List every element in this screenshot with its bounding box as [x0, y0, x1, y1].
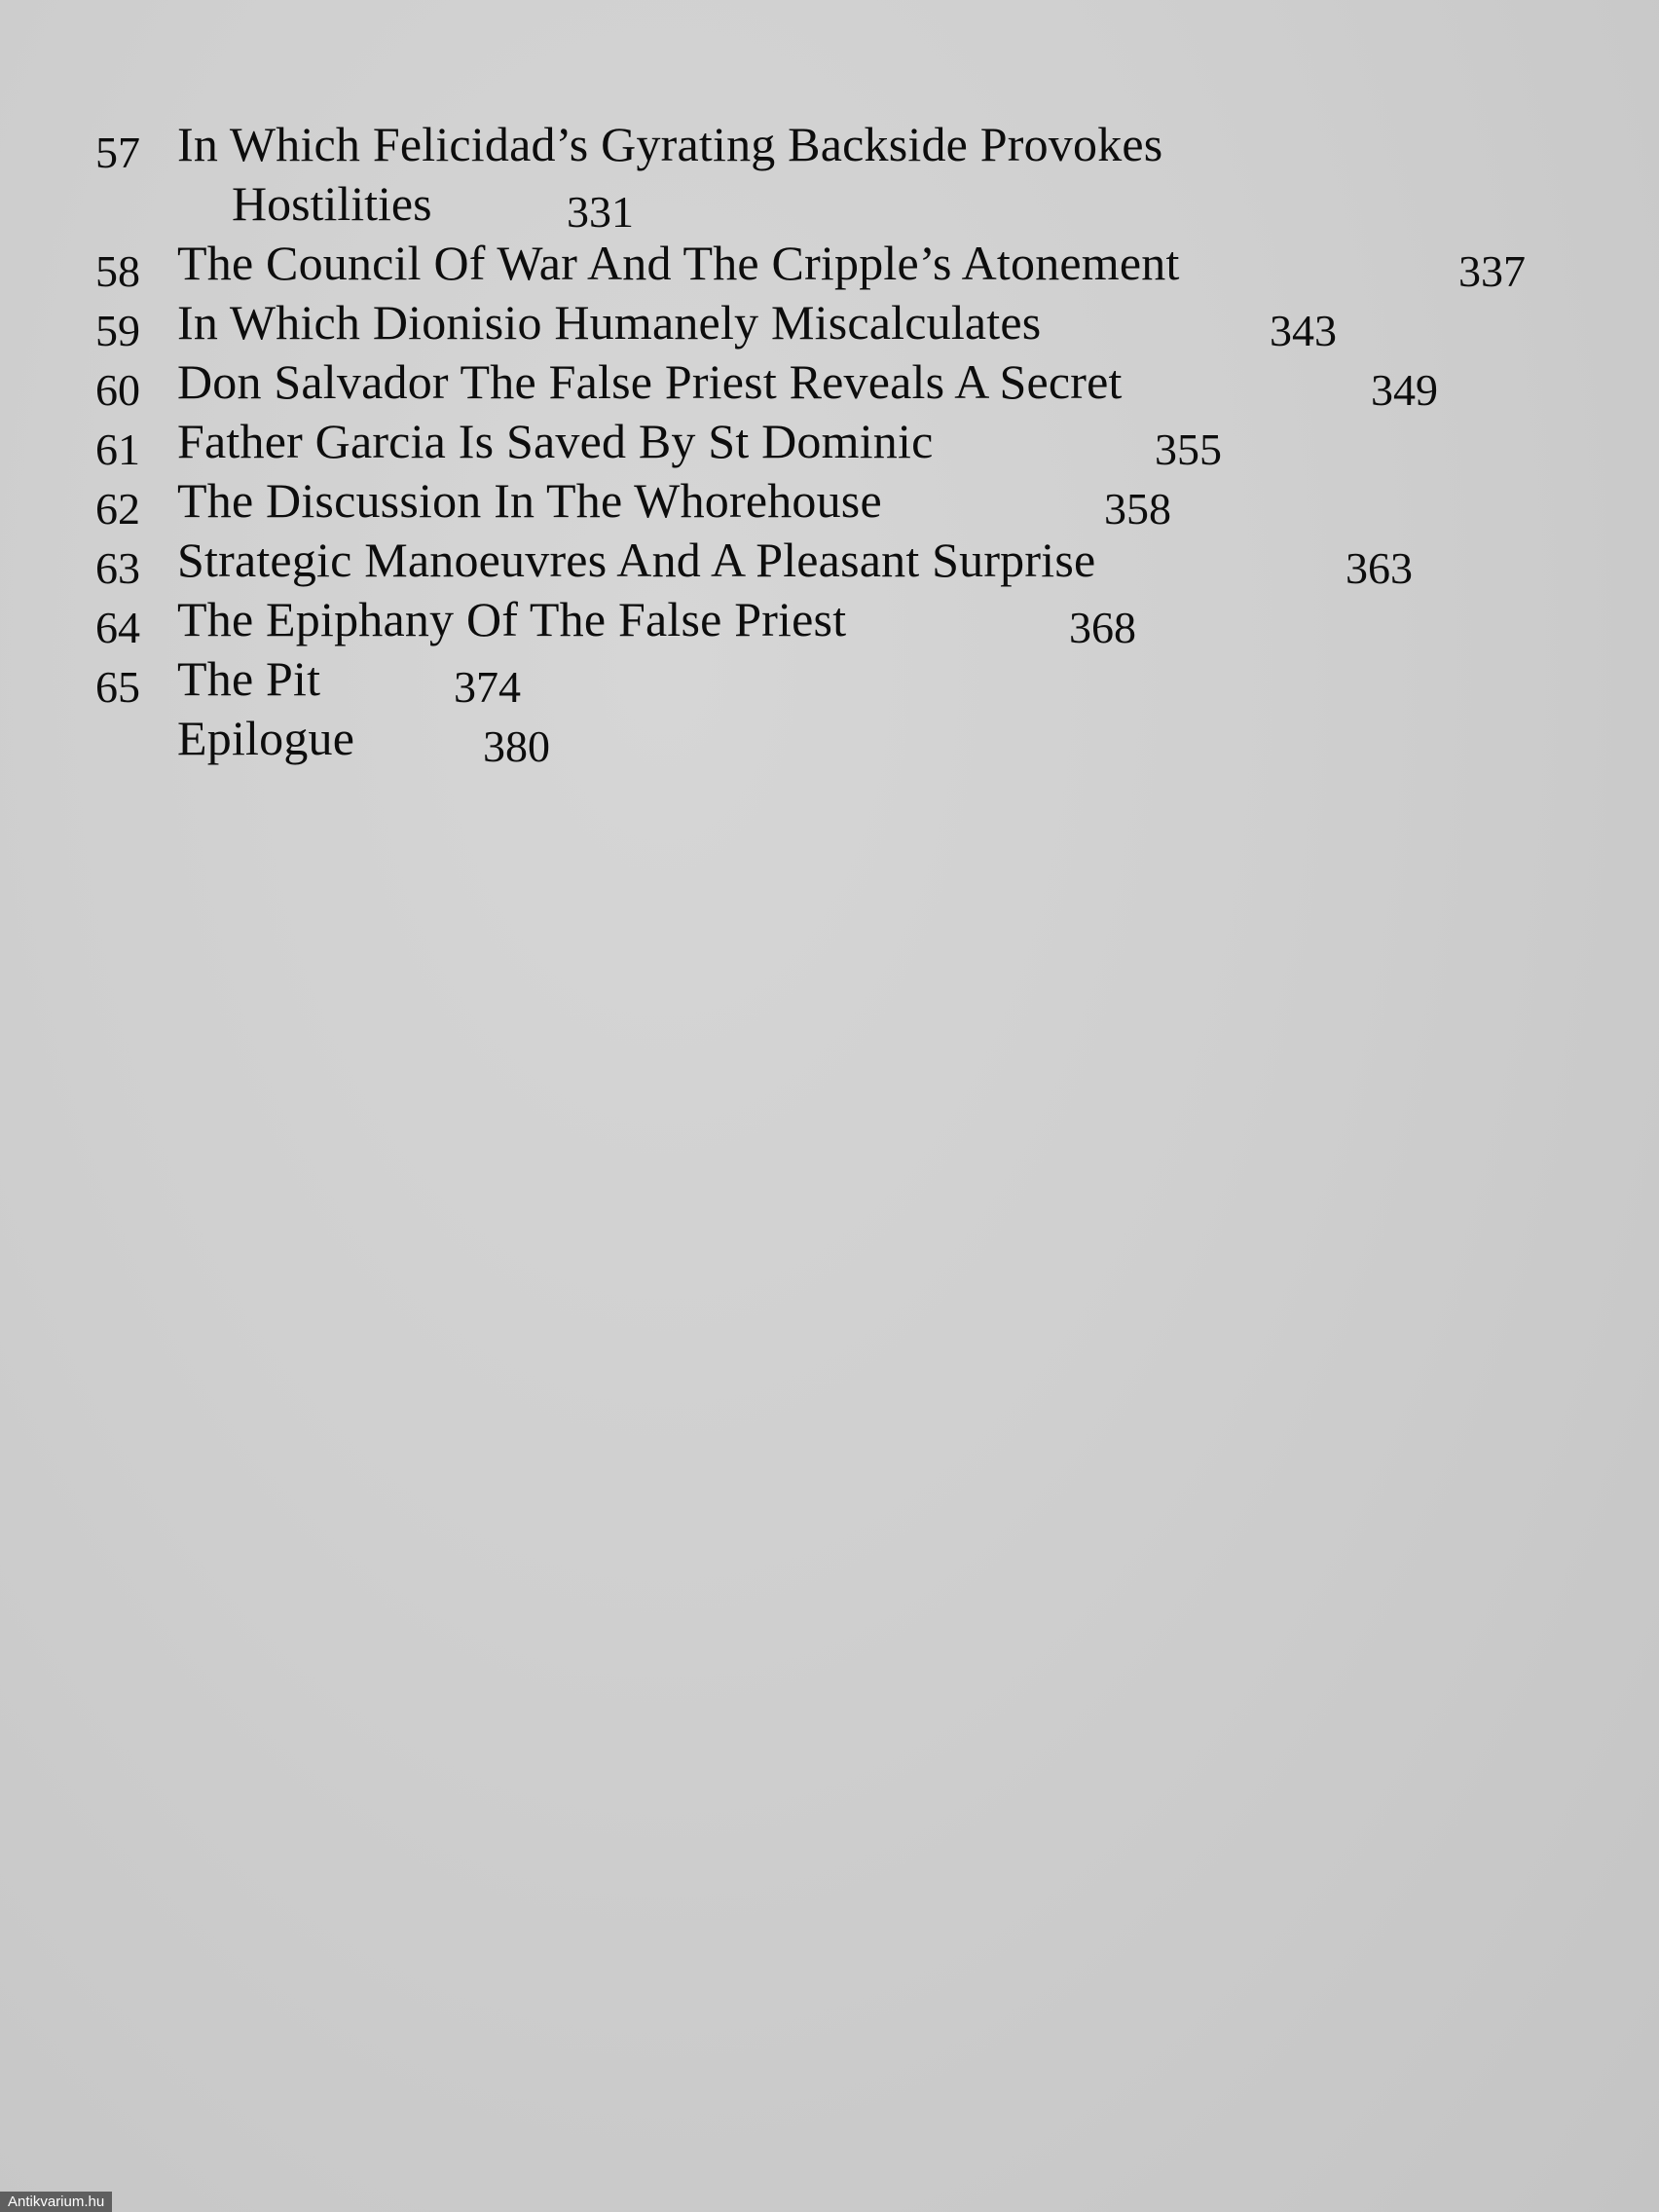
chapter-title: The Pit: [177, 651, 321, 706]
chapter-number: 58: [95, 246, 140, 296]
chapter-title-continuation: Hostilities: [232, 176, 432, 231]
toc-entry-61: [95, 412, 1595, 474]
toc-entry-63: [95, 531, 1595, 593]
page-number: 349: [1371, 365, 1438, 415]
chapter-title: Don Salvador The False Priest Reveals A Secret: [177, 354, 1123, 409]
page-number: 343: [1270, 306, 1337, 355]
toc-entry-58: [95, 234, 1595, 296]
toc-entry-62: [95, 471, 1595, 534]
chapter-title: The Epiphany Of The False Priest: [177, 592, 847, 646]
toc-entry-59: [95, 293, 1595, 355]
page-number: 337: [1458, 246, 1526, 296]
chapter-number: 64: [95, 603, 140, 652]
chapter-title: Strategic Manoeuvres And A Pleasant Surprise: [177, 533, 1096, 587]
chapter-title: The Council Of War And The Cripple’s Atonement: [177, 236, 1180, 290]
chapter-title: Epilogue: [177, 711, 355, 765]
chapter-number: 60: [95, 365, 140, 415]
chapter-number: 63: [95, 543, 140, 593]
toc-entry-57: [95, 115, 1595, 237]
page-number: 363: [1346, 543, 1413, 593]
toc-entry-65: [95, 649, 1595, 712]
page-number: 374: [454, 662, 521, 712]
chapter-number: 65: [95, 662, 140, 712]
toc-entry-60: [95, 352, 1595, 415]
page-number: 380: [483, 721, 550, 771]
chapter-number: 61: [95, 424, 140, 474]
page-number: 358: [1104, 484, 1171, 534]
page-number: 368: [1069, 603, 1136, 652]
toc-entry-epilogue: [95, 709, 1595, 771]
table-of-contents: [95, 115, 1595, 771]
page-number: 355: [1155, 424, 1222, 474]
page-number: 331: [567, 187, 634, 237]
chapter-number: 59: [95, 306, 140, 355]
watermark: Antikvarium.hu: [0, 2192, 112, 2212]
chapter-title: Father Garcia Is Saved By St Dominic: [177, 414, 934, 468]
chapter-title: In Which Dionisio Humanely Miscalculates: [177, 295, 1042, 350]
toc-entry-64: [95, 590, 1595, 652]
chapter-title: In Which Felicidad’s Gyrating Backside Provokes: [177, 117, 1163, 171]
chapter-number: 62: [95, 484, 140, 534]
chapter-title: The Discussion In The Whorehouse: [177, 473, 882, 528]
chapter-number: 57: [95, 128, 140, 177]
